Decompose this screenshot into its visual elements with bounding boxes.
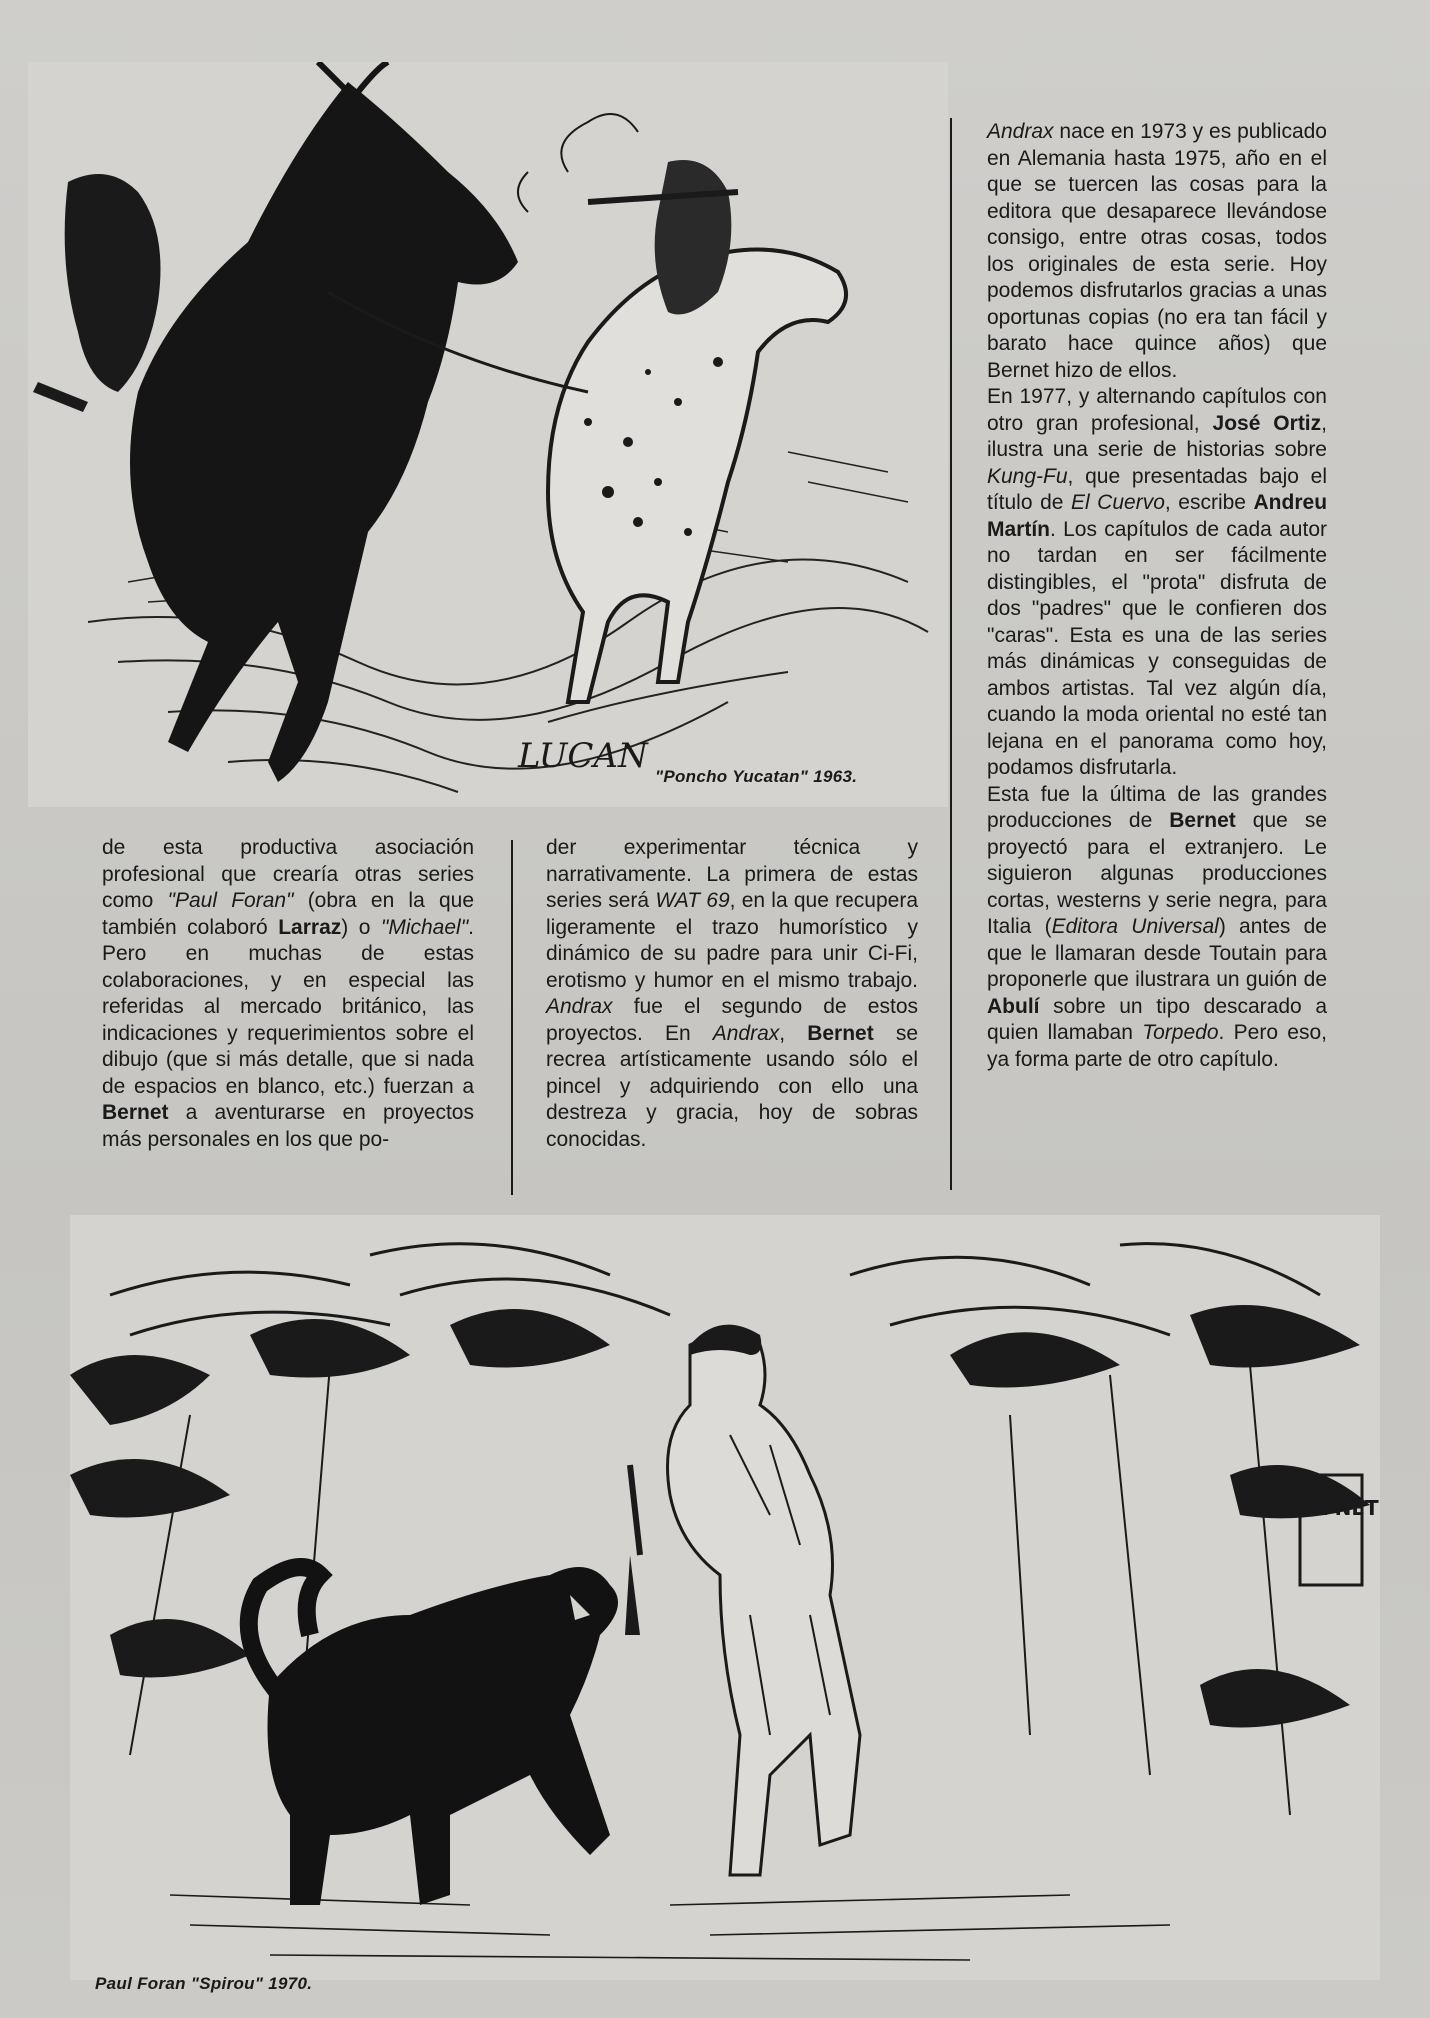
text-run: (obra en la que también colaboró [102, 889, 474, 939]
caption-top-illustration: "Poncho Yucatan" 1963. [655, 767, 858, 786]
italic-title: WAT 69 [655, 889, 730, 912]
text-run: ) antes de que le llamaran desde Toutain para proponerle que ilustrara un guión de [987, 915, 1327, 991]
text-run: de esta productiva asociación profesional que crearía otras series como [102, 836, 474, 912]
text-run: nace en 1973 y es publicado en Alemania hasta 1975, año en el que se tuercen las cosas para la editora que desaparece llevándose consigo, entre otras cosas, todos los originales de esta serie. Hoy podemos disfrutarlos gracias a unas oportunas copias (no era tan fácil y barato hace quince años) que Bernet hizo de ellos. [987, 120, 1327, 382]
paragraph [546, 835, 918, 1153]
artist-signature-top: LUCAN [518, 736, 648, 776]
paragraph [102, 835, 474, 1153]
article-column-right [987, 119, 1327, 1073]
text-run: Esta fue la última de las grandes producciones de [987, 782, 1327, 832]
illustration-jungle-panther [70, 1215, 1380, 1980]
italic-title: Editora Universal [1051, 915, 1219, 938]
column-divider-middle [511, 840, 513, 1195]
text-run: que se proyectó para el extranjero. Le siguieron algunas producciones cortas, westerns y serie negra, para Italia ( [987, 809, 1327, 938]
text-run: , escribe [1164, 491, 1254, 514]
italic-title: "Michael" [380, 915, 469, 939]
bold-name: Bernet [807, 1021, 874, 1045]
caption-bottom-illustration: Paul Foran "Spirou" 1970. [95, 1974, 313, 1993]
article-column-left [102, 835, 474, 1153]
illustration-horse-chase [28, 62, 948, 807]
text-run: , en la que recupera ligeramente el trazo humorístico y dinámico de su padre para unir Ci-Fi, erotismo y humor en el mismo trabajo. [546, 889, 918, 992]
article-column-center [546, 835, 918, 1153]
italic-title: "Paul Foran" [167, 889, 294, 912]
paragraph [987, 782, 1327, 1074]
text-run: a aventurarse en proyectos más personales en los que po- [102, 1101, 474, 1151]
text-run: fue el segundo de estos proyectos. En [546, 995, 918, 1045]
italic-title: Andrax [987, 120, 1054, 143]
text-run: sobre un tipo descarado a quien llamaban [987, 994, 1327, 1044]
bold-name: Abulí [987, 994, 1040, 1018]
italic-title: El Cuervo [1070, 491, 1165, 514]
bold-name: Bernet [1169, 809, 1236, 832]
text-run: , ilustra una serie de historias sobre [987, 411, 1327, 461]
text-run: En 1977, y alternando capítulos con otro gran profesional, [987, 385, 1327, 435]
paragraph [987, 384, 1327, 782]
bold-name: Bernet [102, 1101, 169, 1124]
text-run: . Pero en muchas de estas colaboraciones, y en especial las referidas al mercado británico, las indicaciones y requerimientos sobre el dibujo (que si más detalle, que si nada de espacios en blanco, etc.) fuerzan a [102, 915, 474, 1098]
text-run: der experimentar técnica y narrativamente. La primera de estas series será [546, 836, 918, 912]
italic-title: Kung-Fu [987, 464, 1068, 488]
text-run: , [779, 1021, 808, 1045]
artist-signature-bottom: BER NET [1283, 1496, 1379, 1520]
bold-name: Larraz [278, 915, 342, 939]
bold-name: Andreu Martín [987, 491, 1328, 541]
text-run: se recrea artísticamente usando sólo el pincel y adquiriendo con ello una destreza y gracia, hoy de sobras conocidas. [546, 1021, 918, 1151]
text-run: ) o [341, 915, 381, 939]
italic-title: Andrax [712, 1021, 780, 1045]
italic-title: Andrax [546, 995, 613, 1018]
text-run: . Los capítulos de cada autor no tardan en ser fácilmente distingibles, el "prota" disfruta de dos "padres" que le confieren dos "caras". Esta es una de las series más dinámicas y conseguidas de ambos artistas. Tal vez algún día, cuando la moda oriental no esté tan lejana en el panorama como hoy, podamos disfrutarla. [987, 517, 1327, 779]
paragraph [987, 119, 1327, 384]
text-run: , que presentadas bajo el título de [987, 464, 1327, 514]
column-divider-right [950, 118, 952, 1190]
bold-name: José Ortiz [1212, 411, 1322, 435]
text-run: . Pero eso, ya forma parte de otro capítulo. [987, 1021, 1327, 1071]
italic-title: Torpedo [1142, 1021, 1219, 1044]
